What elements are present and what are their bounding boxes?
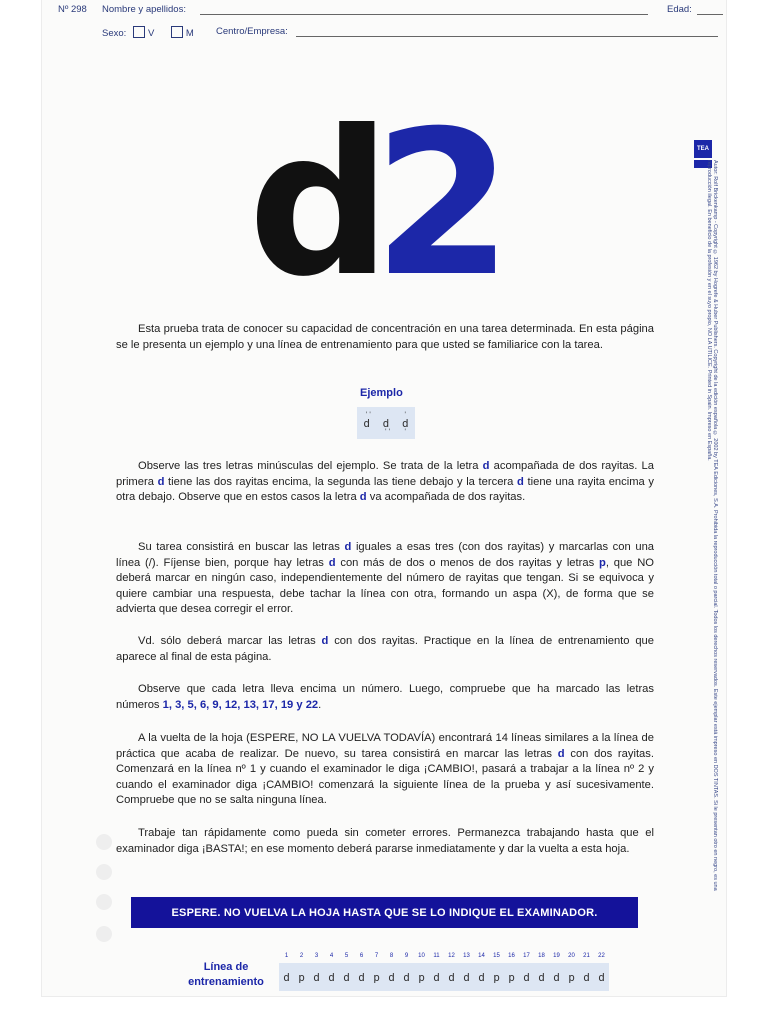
training-letter[interactable]: p bbox=[493, 970, 500, 984]
example-letter: '' d bbox=[363, 410, 372, 430]
training-number: 12 bbox=[448, 953, 455, 959]
training-number: 1 bbox=[284, 953, 289, 959]
showthrough-circle bbox=[96, 894, 112, 910]
training-number: 7 bbox=[374, 953, 379, 959]
example-letter: d '' bbox=[382, 416, 392, 435]
d2-logo bbox=[248, 88, 518, 321]
training-numbers bbox=[279, 953, 609, 959]
name-label: Nombre y apellidos: bbox=[102, 4, 186, 15]
training-letter[interactable]: d bbox=[463, 970, 470, 984]
sex-v-checkbox[interactable] bbox=[133, 26, 145, 38]
training-letter[interactable]: d bbox=[523, 970, 530, 984]
training-letter[interactable]: d bbox=[583, 970, 590, 984]
showthrough-circle bbox=[96, 834, 112, 850]
training-letter[interactable]: d bbox=[553, 970, 560, 984]
name-field-line[interactable] bbox=[200, 14, 648, 15]
training-letter[interactable]: d bbox=[358, 970, 365, 984]
copyright-sidebar: Autor: Rolf Brickenkamp - Copyright © 1962 by Hogrefe & Huber Publishers. Copyright de la edición española © 2002 by TEA Ediciones, S.A. Prohibida la reproducción total o parcial. Todos los derechos reservados. Este ejemplar está impreso en DOS TINTAS. Si le presentan otro en negro, es una reproducción ilegal. En beneficio de la profesión y en el suyo propio, NO LA UTILICE. Printed in Spain. Impreso en España. bbox=[706, 160, 718, 891]
logo-digit-2: 2 bbox=[373, 88, 495, 321]
training-letter[interactable]: d bbox=[328, 970, 335, 984]
training-letter[interactable]: p bbox=[418, 970, 425, 984]
training-letter[interactable]: d bbox=[388, 970, 395, 984]
training-number: 9 bbox=[404, 953, 409, 959]
training-number: 21 bbox=[583, 953, 590, 959]
example-letter: ' d ' bbox=[402, 410, 409, 435]
training-number: 6 bbox=[359, 953, 364, 959]
example-box bbox=[357, 407, 415, 439]
training-letter[interactable]: d bbox=[313, 970, 320, 984]
training-number: 4 bbox=[329, 953, 334, 959]
paragraph-task: Su tarea consistirá en buscar las letras d iguales a esas tres (con dos rayitas) y marcarlas con una línea (/). Fíjense bien, porque hay letras d con más de dos o menos de dos rayitas y letras p, que NO deberá marcar en ningún caso, independientemente del número de rayitas que tengan. Si se equivoca y quiere cambiar una respuesta, debe tachar la línea con otra, formando un aspa (X), de forma que se advierta que desea corregir el error. bbox=[116, 541, 655, 615]
training-letter[interactable]: d bbox=[433, 970, 440, 984]
showthrough-circle bbox=[96, 864, 112, 880]
training-letter[interactable]: p bbox=[508, 970, 515, 984]
center-label: Centro/Empresa: bbox=[216, 26, 288, 37]
sex-label: Sexo: bbox=[102, 28, 127, 39]
training-number: 14 bbox=[478, 953, 485, 959]
training-number: 19 bbox=[553, 953, 560, 959]
example-title: Ejemplo bbox=[360, 387, 403, 399]
center-field-line[interactable] bbox=[296, 36, 718, 37]
training-number: 10 bbox=[418, 953, 425, 959]
training-number: 20 bbox=[568, 953, 575, 959]
sex-row bbox=[102, 26, 194, 39]
training-letter[interactable]: d bbox=[283, 970, 290, 984]
training-letter[interactable]: p bbox=[373, 970, 380, 984]
training-number: 3 bbox=[314, 953, 319, 959]
paragraph-observe: Observe las tres letras minúsculas del ejemplo. Se trata de la letra d acompañada de dos rayitas. La primera d tiene las dos rayitas encima, la segunda las tiene debajo y la tercera d tiene una rayita encima y otra debajo. Observe que en estos casos la letra d va acompañada de dos rayitas. bbox=[116, 460, 655, 503]
sex-v-label: V bbox=[147, 28, 155, 39]
training-letter[interactable]: p bbox=[568, 970, 575, 984]
paragraph-reverse: A la vuelta de la hoja (ESPERE, NO LA VUELVA TODAVÍA) encontrará 14 líneas similares a la línea de práctica que acaba de realizar. De nuevo, su tarea consistirá en marcar las letras d con dos rayitas. Comenzará en la línea nº 1 y cuando el examinador le diga ¡CAMBIO!, pasará a trabajar a la línea nº 2 y cuando el examinador diga ¡CAMBIO! comenzará la siguiente línea de la prueba y así sucesivamente. Compruebe que no se salta ninguna línea. bbox=[116, 732, 654, 806]
training-number: 13 bbox=[463, 953, 470, 959]
showthrough-circle bbox=[96, 926, 112, 942]
speed-text: Trabaje tan rápidamente como pueda sin cometer errores. Permanezca trabajando hasta que el examinador diga ¡BASTA!; en ese momento deberá pararse inmediatamente y dar la vuelta a esta hoja. bbox=[116, 827, 654, 855]
training-number: 18 bbox=[538, 953, 545, 959]
intro-paragraph bbox=[116, 322, 654, 353]
training-number: 22 bbox=[598, 953, 605, 959]
training-letter[interactable]: d bbox=[538, 970, 545, 984]
training-number: 17 bbox=[523, 953, 530, 959]
training-line-label: Línea de entrenamiento bbox=[188, 961, 264, 988]
sex-m-label: M bbox=[185, 28, 194, 39]
training-number: 15 bbox=[493, 953, 500, 959]
tea-logo: TEA bbox=[694, 140, 712, 158]
training-number: 2 bbox=[299, 953, 304, 959]
wait-banner: ESPERE. NO VUELVA LA HOJA HASTA QUE SE LO INDIQUE EL EXAMINADOR. bbox=[131, 897, 638, 928]
training-letter[interactable]: d bbox=[598, 970, 605, 984]
intro-text: Esta prueba trata de conocer su capacidad de concentración en una tarea determinada. En esta página se le presenta un ejemplo y una línea de entrenamiento para que usted se familiarice con la tarea. bbox=[116, 323, 654, 351]
training-letter[interactable]: d bbox=[403, 970, 410, 984]
logo-letter-d: d bbox=[248, 88, 374, 321]
training-letter[interactable]: p bbox=[298, 970, 305, 984]
paragraph-practice: Vd. sólo deberá marcar las letras d con dos rayitas. Practique en la línea de entrenamiento que aparece al final de esta página. bbox=[116, 635, 654, 663]
paragraph-numbers: Observe que cada letra lleva encima un número. Luego, compruebe que ha marcado las letras números 1, 3, 5, 6, 9, 12, 13, 17, 19 y 22. bbox=[116, 683, 654, 711]
training-letter[interactable]: d bbox=[448, 970, 455, 984]
training-number: 16 bbox=[508, 953, 515, 959]
training-number: 5 bbox=[344, 953, 349, 959]
form-number: Nº 298 bbox=[58, 4, 87, 15]
training-row[interactable] bbox=[279, 963, 609, 991]
training-number: 8 bbox=[389, 953, 394, 959]
training-number: 11 bbox=[433, 953, 440, 959]
training-letter[interactable]: d bbox=[478, 970, 485, 984]
sex-m-checkbox[interactable] bbox=[171, 26, 183, 38]
age-label: Edad: bbox=[667, 4, 692, 15]
age-field-line[interactable] bbox=[697, 14, 723, 15]
training-letter[interactable]: d bbox=[343, 970, 350, 984]
paragraph-speed bbox=[116, 826, 654, 857]
